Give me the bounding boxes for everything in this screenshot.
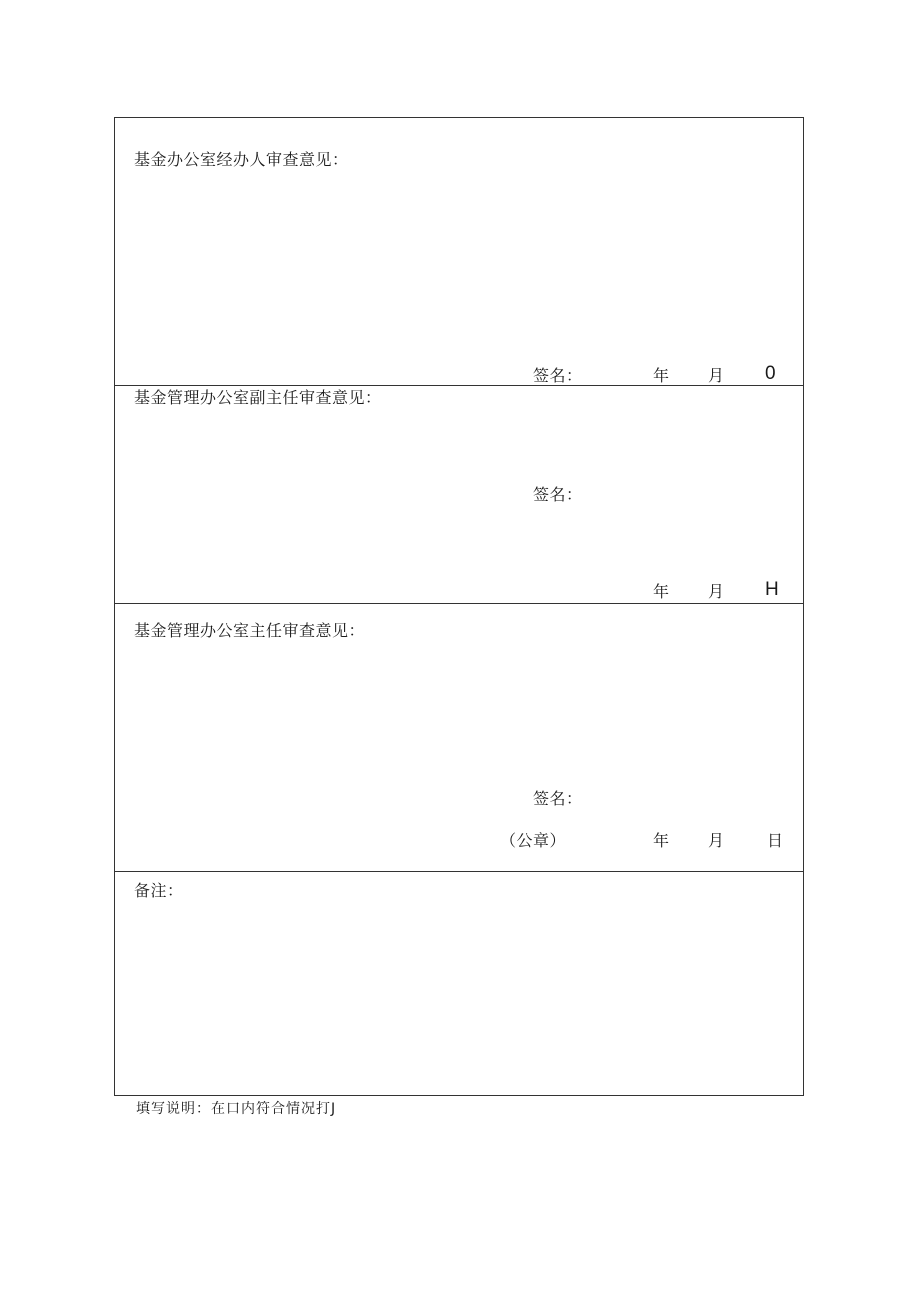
director-review-section: [115, 604, 803, 872]
remarks-heading: 备注：: [134, 881, 184, 900]
month-label: 月: [708, 582, 725, 601]
day-label: 0: [765, 363, 777, 384]
director-review-heading: 基金管理办公室主任审查意见：: [134, 621, 366, 640]
remarks-section: [115, 872, 803, 1096]
clerk-review-section: [115, 118, 803, 386]
signature-label: 签名：: [533, 485, 583, 504]
deputy-director-review-heading: 基金管理办公室副主任审查意见：: [134, 388, 382, 407]
month-label: 月: [708, 366, 725, 385]
official-seal-label: （公章）: [500, 831, 567, 850]
day-label: 日: [767, 831, 784, 850]
year-label: 年: [653, 831, 670, 850]
clerk-review-heading: 基金办公室经办人审查意见：: [134, 150, 349, 169]
year-label: 年: [653, 582, 670, 601]
day-label: H: [765, 579, 780, 600]
month-label: 月: [708, 831, 725, 850]
signature-label: 签名：: [533, 366, 583, 385]
filling-instructions: 填写说明：在口内符合情况打J: [136, 1101, 337, 1117]
signature-label: 签名：: [533, 789, 583, 808]
year-label: 年: [653, 366, 670, 385]
deputy-director-review-section: [115, 386, 803, 604]
review-form: [114, 117, 804, 1096]
